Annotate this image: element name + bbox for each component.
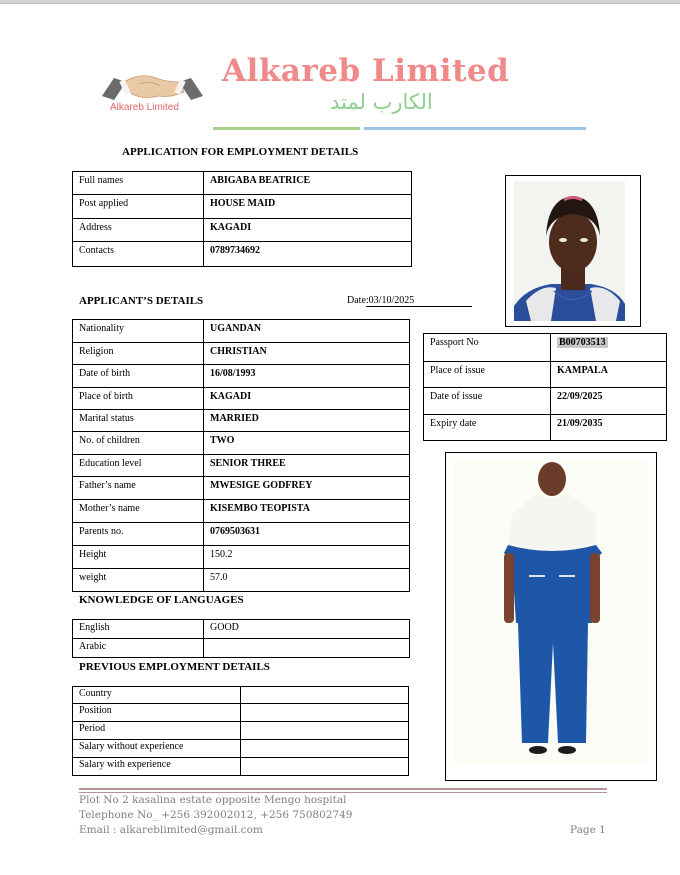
row-value: HOUSE MAID xyxy=(204,195,412,219)
row-value: 0769503631 xyxy=(204,523,410,546)
row-value: 16/08/1993 xyxy=(204,365,410,388)
brand-name-arabic: الكارب لمتد xyxy=(330,90,433,114)
table-row xyxy=(73,704,409,722)
row-value: SENIOR THREE xyxy=(204,455,410,477)
footer-telephone: Telephone No_ +256 392002012, +256 750802749 xyxy=(79,809,353,821)
table-row xyxy=(73,477,410,500)
window-top-edge xyxy=(0,0,680,4)
table-row xyxy=(73,523,410,546)
row-label: Arabic xyxy=(73,639,204,658)
row-value: 22/09/2025 xyxy=(551,388,667,415)
row-value: KAGADI xyxy=(204,219,412,242)
table-row xyxy=(424,334,667,362)
table-row xyxy=(73,410,410,432)
row-value: 21/09/2035 xyxy=(551,415,667,441)
row-value xyxy=(241,740,409,758)
applicant-title: APPLICANT’S DETAILS xyxy=(79,295,204,307)
table-row xyxy=(73,195,412,219)
row-value: CHRISTIAN xyxy=(204,343,410,365)
row-label: Parents no. xyxy=(73,523,204,546)
passport-number: B00703513 xyxy=(559,337,606,348)
full-length-photo xyxy=(445,452,657,781)
table-row xyxy=(73,569,410,592)
table-row xyxy=(73,455,410,477)
row-label: Full names xyxy=(73,172,204,195)
languages-table xyxy=(72,619,410,658)
row-label: Period xyxy=(73,722,241,740)
table-row xyxy=(73,546,410,569)
row-value: MARRIED xyxy=(204,410,410,432)
brand-name: Alkareb Limited xyxy=(222,53,510,89)
passport-table xyxy=(423,333,667,441)
row-value: MWESIGE GODFREY xyxy=(204,477,410,500)
row-value xyxy=(241,758,409,776)
table-row xyxy=(73,639,410,658)
page-number: Page 1 xyxy=(570,824,606,836)
row-label: Nationality xyxy=(73,320,204,343)
languages-title: KNOWLEDGE OF LANGUAGES xyxy=(79,594,244,606)
previous-employment-table xyxy=(72,686,409,776)
footer-divider xyxy=(79,788,607,790)
header-divider-blue xyxy=(364,127,586,130)
table-row xyxy=(73,365,410,388)
row-label: Height xyxy=(73,546,204,569)
row-label: Religion xyxy=(73,343,204,365)
row-value xyxy=(241,722,409,740)
row-value: KAMPALA xyxy=(551,362,667,388)
row-label: Date of birth xyxy=(73,365,204,388)
header-divider-green xyxy=(213,127,360,130)
footer-divider-thin xyxy=(79,792,607,793)
row-value: TWO xyxy=(204,432,410,455)
table-row xyxy=(73,388,410,410)
row-label: Passport No xyxy=(424,334,551,362)
row-label: Address xyxy=(73,219,204,242)
table-row xyxy=(73,687,409,704)
applicant-table xyxy=(72,319,410,592)
table-row xyxy=(73,172,412,195)
row-label: Education level xyxy=(73,455,204,477)
row-label: Father’s name xyxy=(73,477,204,500)
row-label: Salary without experience xyxy=(73,740,241,758)
application-table xyxy=(72,171,412,267)
footer-email[interactable]: Email : alkareblimited@gmail.com xyxy=(79,824,263,836)
row-label: Mother’s name xyxy=(73,500,204,523)
passport-photo xyxy=(505,175,641,327)
row-label: Contacts xyxy=(73,242,204,267)
table-row xyxy=(424,362,667,388)
row-value: 0789734692 xyxy=(204,242,412,267)
table-row xyxy=(424,388,667,415)
row-value: 150.2 xyxy=(204,546,410,569)
table-row xyxy=(73,242,412,267)
table-row xyxy=(73,758,409,776)
date-field xyxy=(347,295,472,307)
row-value xyxy=(204,639,410,658)
row-label: Salary with experience xyxy=(73,758,241,776)
row-label: Post applied xyxy=(73,195,204,219)
footer-address: Plot No 2 kasalina estate opposite Mengo hospital xyxy=(79,794,347,806)
row-label: Position xyxy=(73,704,241,722)
table-row xyxy=(73,432,410,455)
row-value: ABIGABA BEATRICE xyxy=(204,172,412,195)
table-row xyxy=(424,415,667,441)
table-row xyxy=(73,740,409,758)
row-label: Date of issue xyxy=(424,388,551,415)
row-label: Place of issue xyxy=(424,362,551,388)
row-value: GOOD xyxy=(204,620,410,639)
logo-caption: Alkareb Limited xyxy=(110,102,179,113)
row-label: English xyxy=(73,620,204,639)
table-row xyxy=(73,620,410,639)
row-value: KISEMBO TEOPISTA xyxy=(204,500,410,523)
previous-employment-title: PREVIOUS EMPLOYMENT DETAILS xyxy=(79,661,270,673)
row-value xyxy=(241,704,409,722)
table-row xyxy=(73,722,409,740)
row-value xyxy=(241,687,409,704)
table-row xyxy=(73,320,410,343)
date-value: :03/10/2025 xyxy=(366,296,472,307)
row-label: Marital status xyxy=(73,410,204,432)
application-title: APPLICATION FOR EMPLOYMENT DETAILS xyxy=(122,146,359,158)
table-row xyxy=(73,343,410,365)
row-label: weight xyxy=(73,569,204,592)
table-row xyxy=(73,500,410,523)
date-label: Date xyxy=(347,295,366,306)
row-value: 57.0 xyxy=(204,569,410,592)
row-value: KAGADI xyxy=(204,388,410,410)
row-label: Country xyxy=(73,687,241,704)
table-row xyxy=(73,219,412,242)
row-value: UGANDAN xyxy=(204,320,410,343)
row-label: No. of children xyxy=(73,432,204,455)
row-label: Place of birth xyxy=(73,388,204,410)
row-label: Expiry date xyxy=(424,415,551,441)
